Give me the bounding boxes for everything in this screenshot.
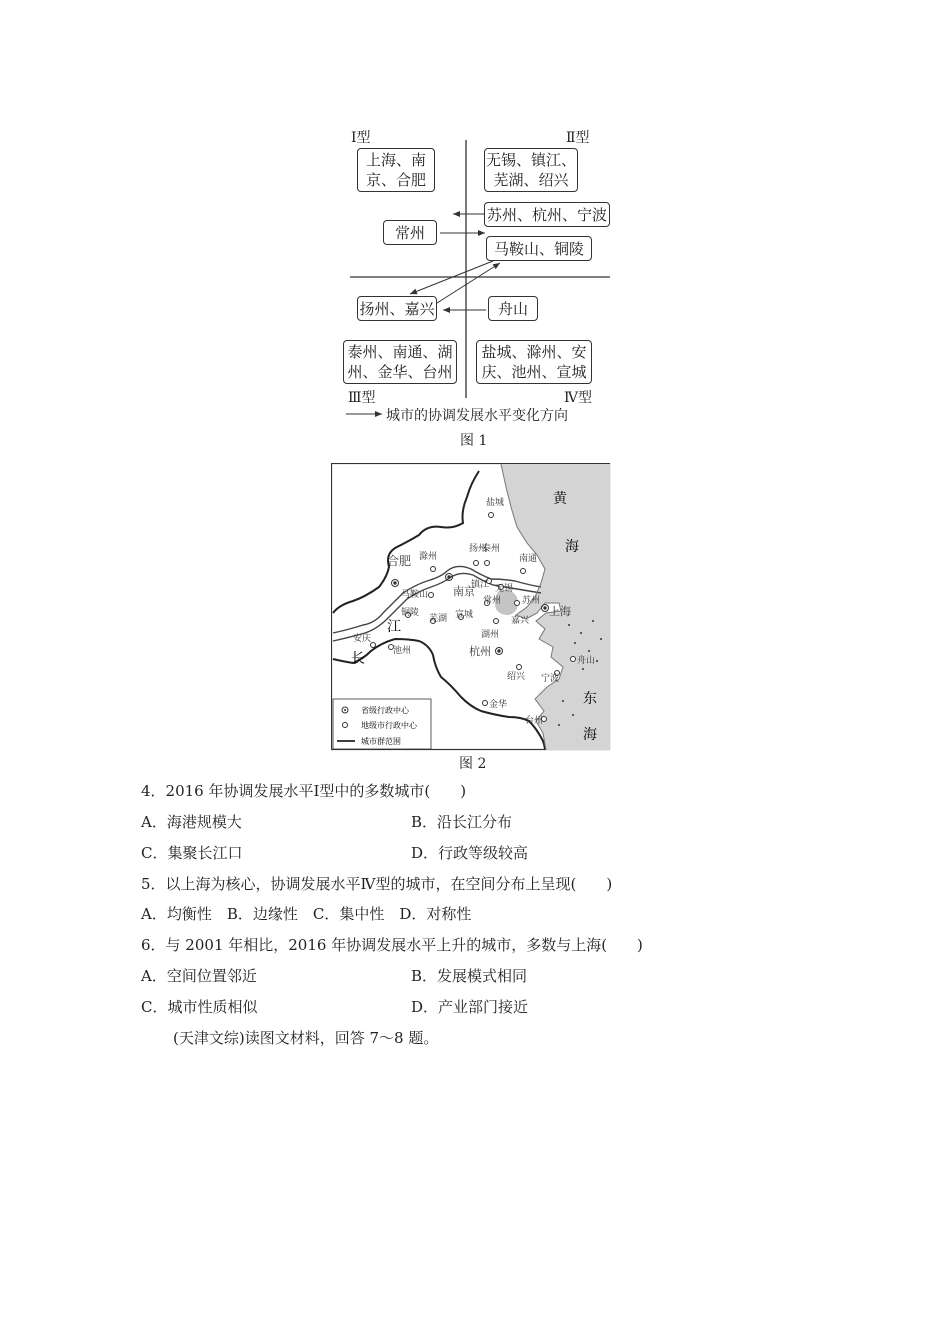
sea-label-hai-1: 海 xyxy=(565,539,579,555)
river-label-chang: 长 xyxy=(351,651,365,667)
city-wuxi: 无锡 xyxy=(495,584,514,594)
box-type3-cities: 泰州、南通、湖 州、金华、台州 xyxy=(343,340,457,384)
city-shanghai: 上海 xyxy=(549,605,571,618)
type-1-label: Ⅰ型 xyxy=(351,130,371,146)
city-zhoushan: 舟山 xyxy=(577,656,596,666)
type-2-label: Ⅱ型 xyxy=(566,130,590,146)
sea-label-huang: 黄 xyxy=(553,491,567,507)
box-yangzhou-jiaxing: 扬州、嘉兴 xyxy=(357,296,437,321)
city-yangzhou: 扬州 xyxy=(469,544,488,554)
q4-option-a: A．海港规模大 xyxy=(141,813,242,831)
map xyxy=(331,463,611,751)
city-taizhou-north: 泰州 xyxy=(482,544,501,554)
city-maanshan: 马鞍山 xyxy=(401,590,429,600)
figure-2-caption: 图 2 xyxy=(459,756,487,772)
river-label-jiang: 江 xyxy=(387,619,401,635)
city-hangzhou: 杭州 xyxy=(469,645,491,658)
city-yancheng: 盐城 xyxy=(486,498,505,508)
q5-options: A．均衡性 B．边缘性 C．集中性 D．对称性 xyxy=(141,905,472,923)
figure-1-legend: 城市的协调发展水平变化方向 xyxy=(386,408,568,424)
q6-option-b: B．发展模式相同 xyxy=(411,967,528,985)
city-suzhou: 苏州 xyxy=(522,596,541,606)
q4-option-c: C．集聚长江口 xyxy=(141,844,243,862)
sea-label-dong: 东 xyxy=(583,691,597,707)
city-wuhu: 芜湖 xyxy=(429,614,448,624)
map-legend xyxy=(333,699,431,749)
city-jinhua: 金华 xyxy=(489,700,508,710)
city-zhenjiang: 镇江 xyxy=(471,580,490,590)
box-type4-cities: 盐城、滁州、安 庆、池州、宣城 xyxy=(476,340,592,384)
figure-1-caption: 图 1 xyxy=(460,433,488,449)
city-nanjing: 南京 xyxy=(453,585,475,598)
q4-option-d: D．行政等级较高 xyxy=(411,844,529,862)
type-3-label: Ⅲ型 xyxy=(348,390,376,406)
city-shaoxing: 绍兴 xyxy=(507,672,526,682)
legend-prefecture: 地级市行政中心 xyxy=(361,721,417,730)
q7-8-intro: (天津文综)读图文材料，回答 7～8 题。 xyxy=(173,1029,439,1047)
box-changzhou: 常州 xyxy=(383,220,437,245)
box-type2-cities: 无锡、镇江、 芜湖、绍兴 xyxy=(484,148,578,192)
q6-stem: 6．与 2001 年相比，2016 年协调发展水平上升的城市，多数与上海( ) xyxy=(141,936,643,954)
box-maanshan-tongling: 马鞍山、铜陵 xyxy=(486,236,592,261)
city-chuzhou: 滁州 xyxy=(419,552,438,562)
box-zhoushan: 舟山 xyxy=(488,296,538,321)
legend-provincial: 省级行政中心 xyxy=(361,706,409,715)
city-anqing: 安庆 xyxy=(353,634,372,644)
q4-option-b: B．沿长江分布 xyxy=(411,813,513,831)
city-jiaxing: 嘉兴 xyxy=(511,616,530,626)
legend-boundary: 城市群范围 xyxy=(361,737,401,746)
box-suzhou-hangzhou-ningbo: 苏州、杭州、宁波 xyxy=(484,202,610,227)
city-taizhou-south: 台州 xyxy=(525,716,544,726)
city-xuancheng: 宣城 xyxy=(455,610,474,620)
city-tongling: 铜陵 xyxy=(401,608,420,618)
figure-1-lines xyxy=(0,0,950,440)
q4-stem: 4．2016 年协调发展水平Ⅰ型中的多数城市( ) xyxy=(141,782,467,800)
city-ningbo: 宁波 xyxy=(541,674,560,684)
city-changzhou: 常州 xyxy=(483,596,502,606)
q6-option-a: A．空间位置邻近 xyxy=(141,967,257,985)
box-type1-cities: 上海、南 京、合肥 xyxy=(357,148,435,192)
q6-option-d: D．产业部门接近 xyxy=(411,998,529,1016)
type-4-label: Ⅳ型 xyxy=(564,390,592,406)
city-chizhou: 池州 xyxy=(393,646,412,656)
city-nantong: 南通 xyxy=(519,554,538,564)
q6-option-c: C．城市性质相似 xyxy=(141,998,258,1016)
city-hefei: 合肥 xyxy=(387,554,412,568)
sea-label-hai-2: 海 xyxy=(583,727,597,743)
q5-stem: 5．以上海为核心，协调发展水平Ⅳ型的城市，在空间分布上呈现( ) xyxy=(141,875,613,893)
city-huzhou: 湖州 xyxy=(481,630,500,640)
